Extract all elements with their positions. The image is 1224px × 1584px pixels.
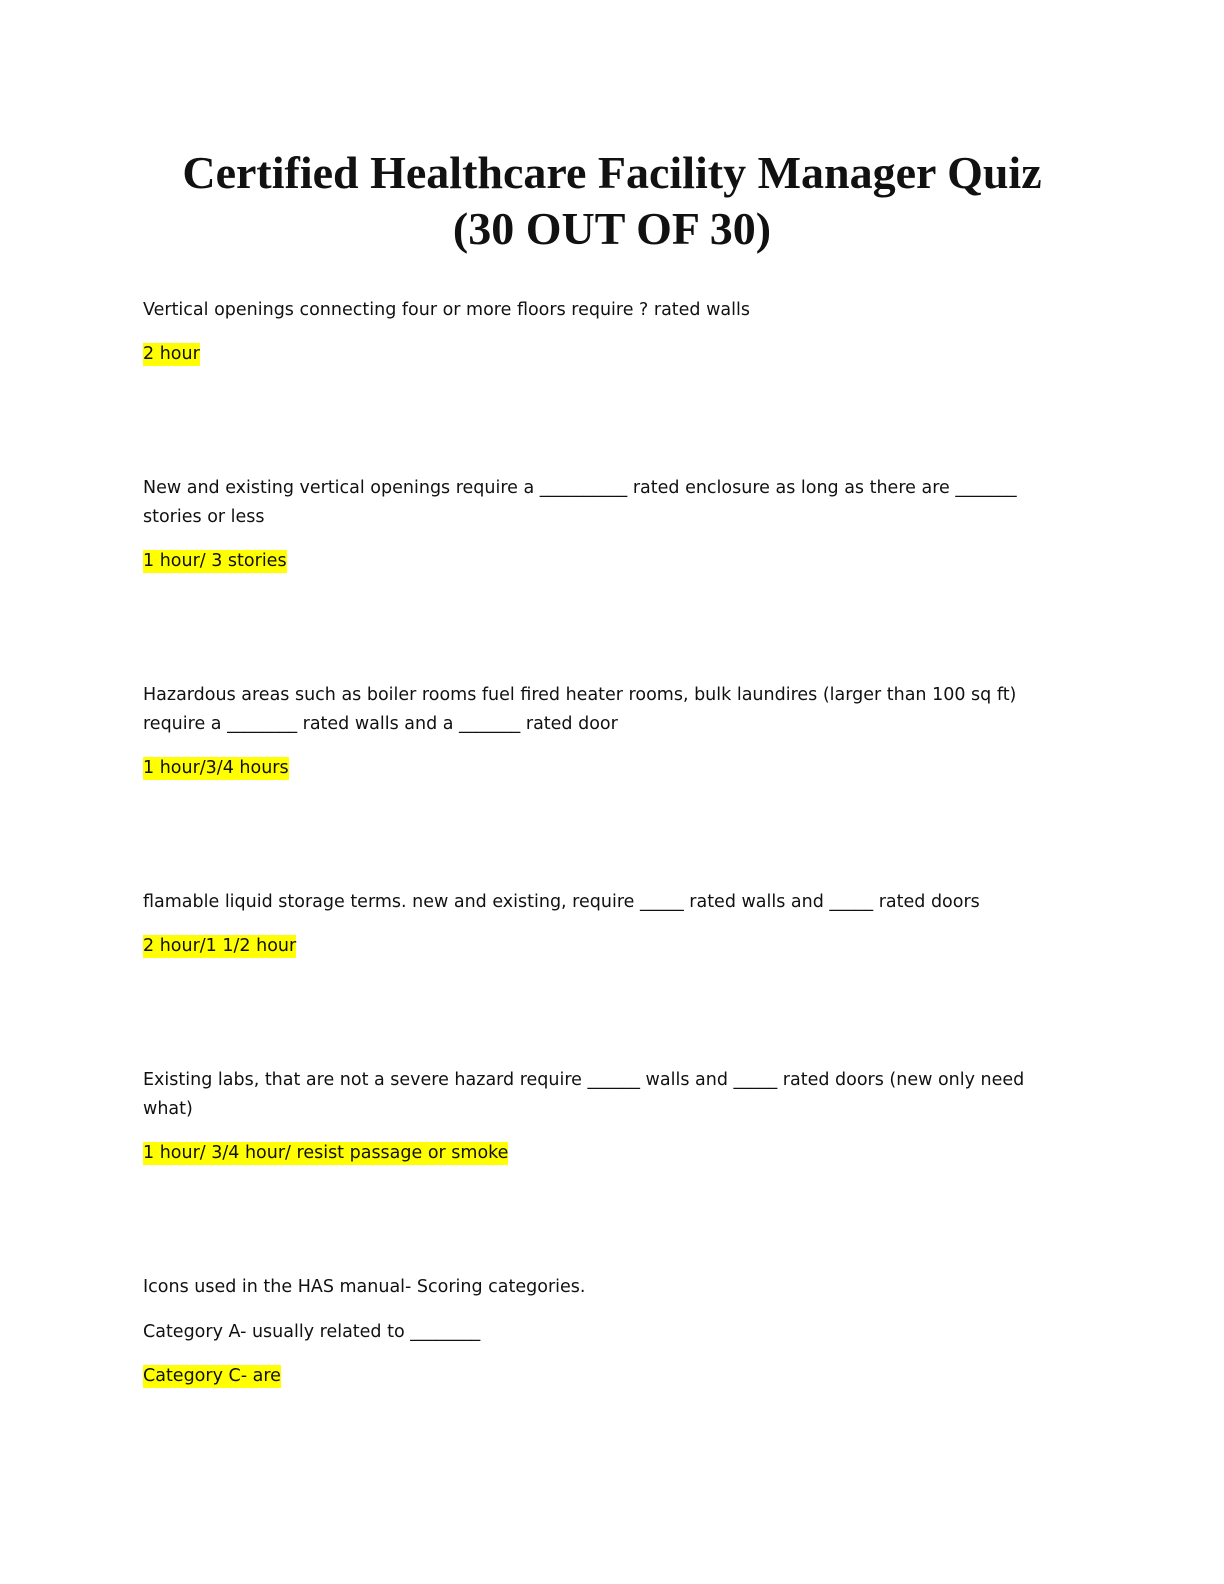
question-text: Hazardous areas such as boiler rooms fuel fired heater rooms, bulk laundires (larger than 100 sq ft) require a ________ rated walls and a _______ rated door: [143, 685, 1017, 734]
answer-6: [143, 1363, 281, 1389]
question-6: [143, 1273, 1063, 1302]
page-title: [0, 145, 1224, 257]
answer-2: [143, 548, 287, 574]
question-4: [143, 888, 1063, 917]
question-5: [143, 1066, 1063, 1123]
question-text: Vertical openings connecting four or more floors require ? rated walls: [143, 300, 750, 320]
question-6-subline: [143, 1318, 1063, 1347]
question-text: flamable liquid storage terms. new and existing, require _____ rated walls and _____ rated doors: [143, 892, 980, 912]
answer-highlight: Category C- are: [143, 1366, 281, 1386]
answer-5: [143, 1140, 508, 1166]
answer-highlight: 1 hour/ 3 stories: [143, 551, 287, 571]
answer-highlight: 2 hour/1 1/2 hour: [143, 936, 297, 956]
answer-4: [143, 933, 296, 959]
answer-highlight: 1 hour/ 3/4 hour/ resist passage or smoke: [143, 1143, 509, 1163]
answer-3: [143, 755, 289, 781]
question-text: Icons used in the HAS manual- Scoring categories.: [143, 1277, 586, 1297]
question-text: Existing labs, that are not a severe hazard require ______ walls and _____ rated doors (new only need what): [143, 1070, 1025, 1119]
answer-highlight: 2 hour: [143, 344, 200, 364]
answer-1: [143, 341, 200, 367]
title-line-2: (30 OUT OF 30): [452, 203, 772, 254]
question-3: [143, 681, 1063, 738]
answer-highlight: 1 hour/3/4 hours: [143, 758, 289, 778]
question-subline-text: Category A- usually related to ________: [143, 1322, 481, 1342]
title-line-1: Certified Healthcare Facility Manager Quiz: [182, 147, 1042, 198]
question-text: New and existing vertical openings require a __________ rated enclosure as long as there are _______ stories or less: [143, 478, 1017, 527]
question-2: [143, 474, 1063, 531]
question-1: [143, 296, 1063, 325]
